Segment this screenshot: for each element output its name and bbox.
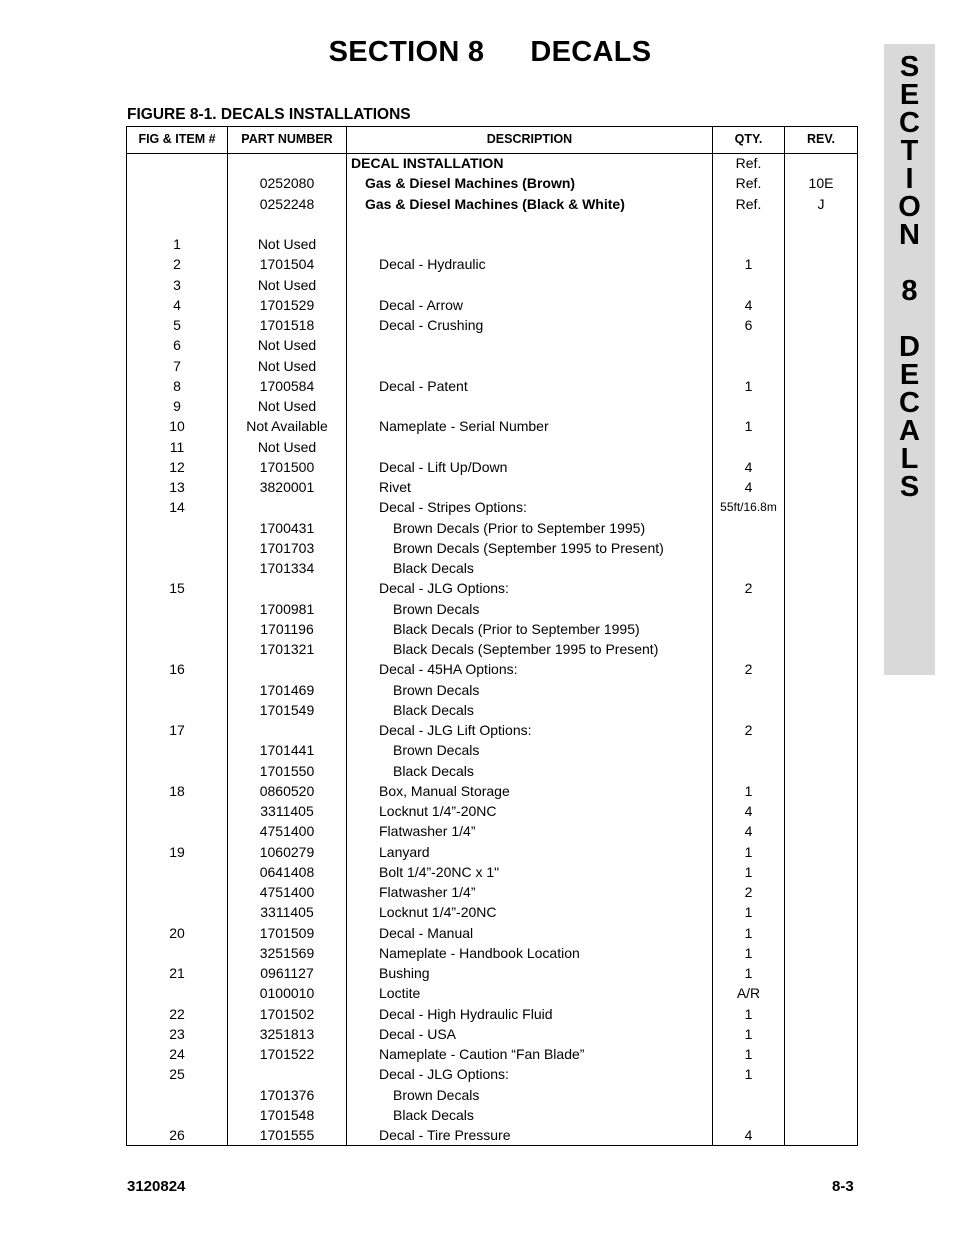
col-header-qty: QTY. bbox=[734, 132, 763, 146]
cell-description: Decal - Stripes Options: bbox=[379, 499, 527, 516]
cell-part-number: 1060279 bbox=[259, 843, 315, 860]
table-row bbox=[127, 1125, 857, 1145]
cell-qty: 1 bbox=[744, 256, 753, 273]
cell-fig-item: 24 bbox=[169, 1046, 185, 1062]
table-row bbox=[127, 1064, 857, 1084]
cell-description: Black Decals bbox=[393, 701, 474, 718]
cell-part-number: Not Used bbox=[257, 357, 317, 374]
table-row bbox=[127, 902, 857, 922]
figure-title: FIGURE 8-1. DECALS INSTALLATIONS bbox=[127, 106, 411, 123]
table-row bbox=[127, 659, 857, 679]
cell-part-number: 1701518 bbox=[259, 317, 315, 333]
table-row bbox=[127, 558, 857, 578]
cell-description: Brown Decals bbox=[393, 681, 480, 698]
cell-qty: 2 bbox=[744, 884, 753, 900]
col-header-part: PART NUMBER bbox=[241, 132, 333, 146]
cell-description: Locknut 1/4”-20NC bbox=[379, 904, 497, 921]
cell-part-number: Not Used bbox=[257, 337, 317, 354]
cell-part-number: 1701529 bbox=[259, 296, 315, 313]
cell-qty: 1 bbox=[744, 1066, 753, 1083]
cell-fig-item: 5 bbox=[173, 317, 181, 333]
table-row bbox=[127, 578, 857, 598]
table-row bbox=[127, 376, 857, 396]
cell-description: Decal - JLG Options: bbox=[379, 580, 509, 597]
cell-part-number: Not Available bbox=[246, 418, 328, 435]
table-row bbox=[127, 214, 857, 234]
side-tab-letter: S bbox=[899, 51, 920, 83]
table-row bbox=[127, 254, 857, 274]
side-tab-letter: E bbox=[899, 79, 920, 111]
table-row bbox=[127, 862, 857, 882]
cell-description: Brown Decals bbox=[393, 742, 480, 759]
cell-qty: 1 bbox=[744, 965, 753, 981]
cell-part-number: 1701550 bbox=[259, 762, 315, 779]
cell-description: Nameplate - Handbook Location bbox=[379, 944, 580, 961]
cell-part-number: 3311405 bbox=[260, 904, 314, 921]
cell-qty: Ref. bbox=[735, 175, 762, 192]
table-row bbox=[127, 275, 857, 295]
table-row bbox=[127, 1044, 857, 1064]
cell-qty: Ref. bbox=[735, 195, 762, 212]
cell-description: Lanyard bbox=[379, 843, 430, 860]
cell-fig-item: 13 bbox=[169, 479, 185, 495]
cell-description: Decal - JLG Options: bbox=[379, 1066, 509, 1083]
cell-description: Brown Decals (September 1995 to Present) bbox=[393, 539, 664, 556]
cell-part-number: 4751400 bbox=[259, 884, 315, 900]
cell-part-number: Not Used bbox=[257, 276, 317, 293]
cell-fig-item: 12 bbox=[169, 458, 185, 475]
cell-part-number: 1701504 bbox=[259, 256, 315, 273]
cell-part-number: 1701703 bbox=[259, 539, 315, 556]
side-tab-letter: O bbox=[898, 191, 921, 223]
cell-qty: 4 bbox=[744, 479, 753, 495]
cell-description: Decal - JLG Lift Options: bbox=[379, 722, 532, 738]
cell-fig-item: 8 bbox=[173, 377, 181, 394]
cell-description: Brown Decals (Prior to September 1995) bbox=[393, 519, 646, 536]
cell-part-number: 1701522 bbox=[259, 1046, 315, 1062]
table-row bbox=[127, 538, 857, 558]
table-row bbox=[127, 639, 857, 659]
table-row bbox=[127, 842, 857, 862]
table-row bbox=[127, 153, 857, 173]
cell-fig-item: 7 bbox=[173, 357, 181, 374]
cell-fig-item: 10 bbox=[169, 418, 185, 435]
table-row bbox=[127, 1105, 857, 1125]
cell-fig-item: 25 bbox=[169, 1066, 185, 1083]
cell-qty: 1 bbox=[744, 377, 753, 394]
cell-qty: Ref. bbox=[735, 155, 762, 171]
cell-qty: 1 bbox=[744, 1005, 753, 1022]
cell-description: Decal - Patent bbox=[379, 377, 468, 394]
table-row bbox=[127, 295, 857, 315]
side-tab-letter: A bbox=[899, 415, 920, 447]
cell-qty: 4 bbox=[744, 458, 753, 475]
table-row bbox=[127, 518, 857, 538]
cell-qty: 2 bbox=[744, 661, 753, 678]
cell-description: Decal - Lift Up/Down bbox=[379, 458, 508, 475]
side-tab-letter: S bbox=[899, 471, 920, 503]
cell-description: Rivet bbox=[379, 479, 411, 495]
table-row bbox=[127, 234, 857, 254]
cell-part-number: 1701549 bbox=[259, 701, 315, 718]
cell-fig-item: 20 bbox=[169, 924, 185, 941]
cell-description: Black Decals bbox=[393, 560, 474, 576]
cell-part-number: 1701500 bbox=[259, 458, 315, 475]
cell-qty: 1 bbox=[744, 944, 753, 961]
page-title bbox=[0, 36, 954, 69]
cell-part-number: 3251813 bbox=[259, 1025, 315, 1042]
cell-part-number: 1701376 bbox=[259, 1086, 315, 1103]
col-header-description: DESCRIPTION bbox=[486, 132, 573, 146]
cell-fig-item: 16 bbox=[169, 661, 185, 678]
cell-part-number: 1701321 bbox=[259, 641, 315, 657]
cell-part-number: 0252248 bbox=[259, 195, 315, 212]
cell-fig-item: 2 bbox=[173, 256, 181, 273]
cell-description: Decal - Arrow bbox=[379, 296, 464, 313]
cell-part-number: 3251569 bbox=[259, 944, 315, 961]
cell-description: Flatwasher 1/4” bbox=[379, 823, 476, 840]
cell-fig-item: 4 bbox=[173, 296, 181, 313]
cell-description: Decal - Tire Pressure bbox=[379, 1127, 511, 1143]
cell-part-number: 1701334 bbox=[259, 560, 315, 576]
cell-part-number: 3820001 bbox=[259, 479, 315, 495]
table-row bbox=[127, 983, 857, 1003]
cell-fig-item: 21 bbox=[169, 965, 185, 981]
table-row bbox=[127, 437, 857, 457]
cell-description: Gas & Diesel Machines (Brown) bbox=[365, 175, 576, 192]
cell-qty: 2 bbox=[744, 722, 753, 738]
table-row bbox=[127, 497, 857, 517]
cell-part-number: 1701196 bbox=[260, 620, 314, 637]
table-row bbox=[127, 923, 857, 943]
cell-description: Black Decals (Prior to September 1995) bbox=[393, 620, 640, 637]
table-row bbox=[127, 1024, 857, 1044]
cell-qty: 1 bbox=[744, 843, 753, 860]
table-row bbox=[127, 173, 857, 193]
cell-fig-item: 18 bbox=[169, 782, 185, 799]
cell-fig-item: 3 bbox=[173, 276, 181, 293]
cell-qty: 1 bbox=[744, 924, 753, 941]
table-row bbox=[127, 943, 857, 963]
table-row bbox=[127, 477, 857, 497]
table-row bbox=[127, 821, 857, 841]
cell-fig-item: 19 bbox=[169, 843, 185, 860]
cell-part-number: 1701555 bbox=[259, 1127, 315, 1143]
cell-description: Decal - Crushing bbox=[379, 317, 484, 333]
table-row bbox=[127, 599, 857, 619]
side-tab-letter: I bbox=[905, 163, 914, 195]
cell-fig-item: 9 bbox=[173, 398, 181, 414]
cell-description: Decal - 45HA Options: bbox=[379, 661, 518, 678]
table-row bbox=[127, 416, 857, 436]
cell-qty: 2 bbox=[744, 580, 753, 597]
cell-part-number: 1700431 bbox=[259, 519, 315, 536]
table-row bbox=[127, 194, 857, 214]
cell-part-number: 3311405 bbox=[260, 803, 314, 819]
cell-part-number: 0961127 bbox=[260, 965, 314, 981]
cell-description: Gas & Diesel Machines (Black & White) bbox=[365, 195, 625, 212]
cell-description: Locknut 1/4”-20NC bbox=[379, 803, 497, 819]
cell-description: Flatwasher 1/4” bbox=[379, 884, 476, 900]
cell-fig-item: 17 bbox=[169, 722, 185, 738]
table-row bbox=[127, 963, 857, 983]
cell-qty: 1 bbox=[744, 1046, 753, 1062]
table-row bbox=[127, 740, 857, 760]
table-row bbox=[127, 356, 857, 376]
table-row bbox=[127, 315, 857, 335]
side-tab-letter: T bbox=[900, 135, 919, 167]
side-tab-letter: L bbox=[900, 443, 919, 475]
cell-qty: 55ft/16.8m bbox=[720, 500, 777, 515]
cell-qty: 4 bbox=[744, 296, 753, 313]
cell-description: Black Decals bbox=[393, 1106, 474, 1123]
cell-part-number: Not Used bbox=[257, 398, 317, 414]
cell-rev: J bbox=[817, 195, 825, 212]
decals-table bbox=[126, 126, 858, 1146]
cell-qty: 1 bbox=[744, 863, 753, 880]
cell-qty: 6 bbox=[744, 317, 753, 333]
cell-qty: 4 bbox=[744, 823, 753, 840]
cell-part-number: 1701502 bbox=[259, 1005, 315, 1022]
cell-part-number: 1701469 bbox=[259, 681, 315, 698]
cell-description: Decal - Manual bbox=[379, 924, 474, 941]
cell-description: DECAL INSTALLATION bbox=[351, 155, 504, 171]
cell-description: Decal - High Hydraulic Fluid bbox=[379, 1005, 553, 1022]
doc-number: 3120824 bbox=[127, 1178, 186, 1195]
cell-part-number: 1701441 bbox=[259, 742, 315, 759]
table-row bbox=[127, 619, 857, 639]
cell-description: Nameplate - Serial Number bbox=[379, 418, 549, 435]
cell-rev: 10E bbox=[808, 175, 834, 192]
cell-description: Brown Decals bbox=[393, 1086, 480, 1103]
cell-part-number: 0100010 bbox=[259, 985, 315, 1002]
cell-part-number: 1701509 bbox=[259, 924, 315, 941]
section-number: SECTION 8 bbox=[328, 36, 485, 68]
cell-description: Decal - Hydraulic bbox=[379, 256, 486, 273]
side-tab-letter: C bbox=[899, 107, 920, 139]
cell-description: Brown Decals bbox=[393, 600, 480, 617]
cell-description: Box, Manual Storage bbox=[379, 782, 510, 799]
table-row bbox=[127, 335, 857, 355]
cell-fig-item: 11 bbox=[169, 438, 185, 455]
side-tab-letter: D bbox=[899, 331, 920, 363]
cell-qty: 1 bbox=[744, 904, 753, 921]
table-row bbox=[127, 720, 857, 740]
cell-description: Black Decals (September 1995 to Present) bbox=[393, 641, 659, 657]
page-number: 8-3 bbox=[832, 1178, 854, 1195]
cell-fig-item: 14 bbox=[169, 499, 185, 516]
cell-description: Loctite bbox=[379, 985, 421, 1002]
section-name: DECALS bbox=[530, 36, 652, 68]
table-row bbox=[127, 761, 857, 781]
table-row bbox=[127, 1085, 857, 1105]
cell-part-number: 1700981 bbox=[259, 600, 315, 617]
cell-part-number: 0252080 bbox=[259, 175, 315, 192]
cell-fig-item: 15 bbox=[169, 580, 185, 597]
table-row bbox=[127, 882, 857, 902]
col-header-rev: REV. bbox=[806, 132, 836, 146]
table-row bbox=[127, 680, 857, 700]
table-row bbox=[127, 700, 857, 720]
cell-fig-item: 1 bbox=[173, 236, 181, 252]
cell-description: Black Decals bbox=[393, 762, 474, 779]
cell-part-number: 0641408 bbox=[259, 863, 315, 880]
cell-qty: 1 bbox=[744, 1025, 753, 1042]
cell-part-number: 1701548 bbox=[259, 1106, 315, 1123]
cell-description: Decal - USA bbox=[379, 1025, 457, 1042]
section-side-tab bbox=[884, 44, 935, 675]
cell-part-number: Not Used bbox=[257, 438, 317, 455]
cell-qty: 1 bbox=[744, 782, 753, 799]
table-row bbox=[127, 457, 857, 477]
cell-part-number: Not Used bbox=[257, 236, 317, 252]
cell-fig-item: 22 bbox=[169, 1005, 185, 1022]
cell-description: Bolt 1/4”-20NC x 1" bbox=[379, 863, 500, 880]
table-row bbox=[127, 801, 857, 821]
side-tab-letter: N bbox=[899, 219, 920, 251]
cell-fig-item: 23 bbox=[169, 1025, 185, 1042]
cell-qty: 4 bbox=[744, 803, 753, 819]
cell-description: Nameplate - Caution “Fan Blade” bbox=[379, 1046, 585, 1062]
side-tab-letter: E bbox=[899, 359, 920, 391]
table-row bbox=[127, 781, 857, 801]
cell-part-number: 4751400 bbox=[259, 823, 315, 840]
col-header-fig: FIG & ITEM # bbox=[138, 132, 216, 146]
cell-qty: A/R bbox=[736, 985, 761, 1002]
cell-description: Bushing bbox=[379, 965, 430, 981]
cell-part-number: 0860520 bbox=[259, 782, 315, 799]
cell-part-number: 1700584 bbox=[259, 377, 315, 394]
side-tab-letter: C bbox=[899, 387, 920, 419]
cell-qty: 4 bbox=[744, 1127, 753, 1143]
cell-fig-item: 6 bbox=[173, 337, 181, 354]
cell-fig-item: 26 bbox=[169, 1127, 185, 1143]
side-tab-letter: 8 bbox=[901, 275, 918, 307]
table-row bbox=[127, 1004, 857, 1024]
cell-qty: 1 bbox=[744, 418, 753, 435]
table-row bbox=[127, 396, 857, 416]
